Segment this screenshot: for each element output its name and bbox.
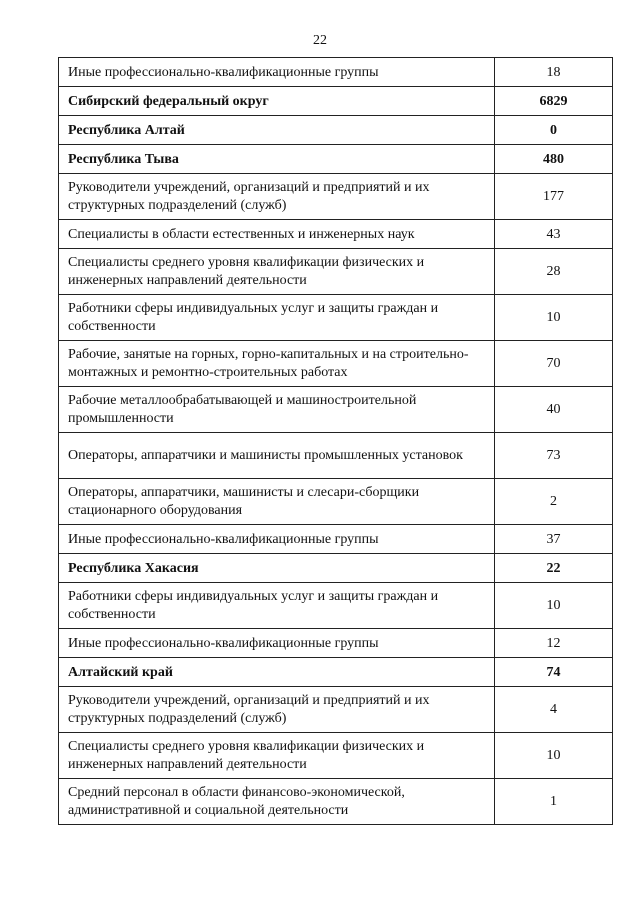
occupation-group-cell: Специалисты среднего уровня квалификации физических и инженерных направлений деятельности <box>59 733 495 779</box>
occupation-group-cell: Специалисты в области естественных и инженерных наук <box>59 220 495 249</box>
count-cell: 4 <box>495 687 613 733</box>
region-total-cell: 480 <box>495 145 613 174</box>
table-row <box>59 341 613 387</box>
region-total-cell: 74 <box>495 658 613 687</box>
count-cell: 1 <box>495 779 613 825</box>
count-cell: 10 <box>495 295 613 341</box>
table-row <box>59 58 613 87</box>
region-total-cell: 22 <box>495 554 613 583</box>
count-cell: 28 <box>495 249 613 295</box>
region-total-cell: 6829 <box>495 87 613 116</box>
table-row <box>59 220 613 249</box>
table-row <box>59 387 613 433</box>
occupation-group-cell: Иные профессионально-квалификационные группы <box>59 58 495 87</box>
table-row <box>59 629 613 658</box>
occupation-group-cell: Работники сферы индивидуальных услуг и защиты граждан и собственности <box>59 295 495 341</box>
region-total-cell: 0 <box>495 116 613 145</box>
count-cell: 12 <box>495 629 613 658</box>
region-heading-cell: Алтайский край <box>59 658 495 687</box>
occupation-group-cell: Рабочие металлообрабатывающей и машиностроительной промышленности <box>59 387 495 433</box>
table-row <box>59 658 613 687</box>
table-row <box>59 145 613 174</box>
table-row <box>59 249 613 295</box>
count-cell: 177 <box>495 174 613 220</box>
occupation-group-cell: Руководители учреждений, организаций и предприятий и их структурных подразделений (служб) <box>59 687 495 733</box>
occupation-group-cell: Иные профессионально-квалификационные группы <box>59 525 495 554</box>
occupation-group-cell: Средний персонал в области финансово-экономической, административной и социальной деятельности <box>59 779 495 825</box>
table-row <box>59 554 613 583</box>
occupation-group-cell: Операторы, аппаратчики, машинисты и слесари-сборщики стационарного оборудования <box>59 479 495 525</box>
table-row <box>59 583 613 629</box>
table-row <box>59 295 613 341</box>
region-heading-cell: Республика Алтай <box>59 116 495 145</box>
count-cell: 10 <box>495 583 613 629</box>
table-row <box>59 87 613 116</box>
region-heading-cell: Сибирский федеральный округ <box>59 87 495 116</box>
count-cell: 2 <box>495 479 613 525</box>
count-cell: 70 <box>495 341 613 387</box>
table-body <box>59 58 613 825</box>
count-cell: 40 <box>495 387 613 433</box>
table-row <box>59 779 613 825</box>
page-number: 22 <box>313 33 327 48</box>
count-cell: 37 <box>495 525 613 554</box>
occupation-table <box>58 57 613 825</box>
table-row <box>59 479 613 525</box>
table-row <box>59 733 613 779</box>
occupation-group-cell: Иные профессионально-квалификационные группы <box>59 629 495 658</box>
region-heading-cell: Республика Тыва <box>59 145 495 174</box>
table-row <box>59 687 613 733</box>
region-heading-cell: Республика Хакасия <box>59 554 495 583</box>
occupation-group-cell: Специалисты среднего уровня квалификации физических и инженерных направлений деятельности <box>59 249 495 295</box>
occupation-group-cell: Рабочие, занятые на горных, горно-капитальных и на строительно-монтажных и ремонтно-строительных работах <box>59 341 495 387</box>
table-row <box>59 116 613 145</box>
table-row <box>59 174 613 220</box>
occupation-group-cell: Руководители учреждений, организаций и предприятий и их структурных подразделений (служб) <box>59 174 495 220</box>
count-cell: 73 <box>495 433 613 479</box>
occupation-group-cell: Операторы, аппаратчики и машинисты промышленных установок <box>59 433 495 479</box>
occupation-group-cell: Работники сферы индивидуальных услуг и защиты граждан и собственности <box>59 583 495 629</box>
table-row <box>59 525 613 554</box>
count-cell: 10 <box>495 733 613 779</box>
table-row <box>59 433 613 479</box>
count-cell: 43 <box>495 220 613 249</box>
count-cell: 18 <box>495 58 613 87</box>
